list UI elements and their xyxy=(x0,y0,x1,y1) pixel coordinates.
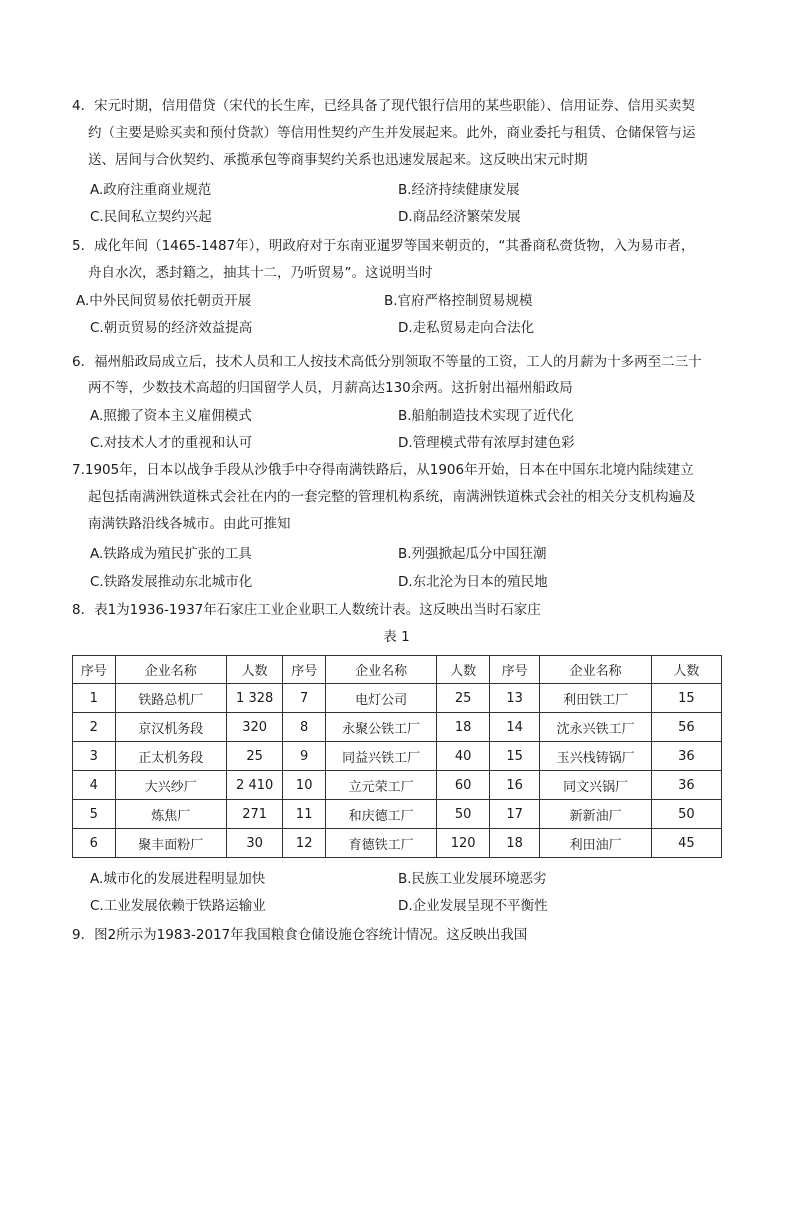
table-cell: 30 xyxy=(226,829,282,858)
table-cell: 2 410 xyxy=(226,771,282,800)
table-cell: 铁路总机厂 xyxy=(115,684,226,713)
header-cell: 企业名称 xyxy=(540,656,651,684)
q4-line-1: 4．宋元时期，信用借贷（宋代的长生库，已经具备了现代银行信用的某些职能）、信用证券、信用买卖契 xyxy=(72,98,695,114)
employee-table xyxy=(72,655,722,858)
q9-line-1: 9．图2所示为1983-2017年我国粮食仓储设施仓容统计情况。这反映出我国 xyxy=(72,927,528,943)
table-cell: 2 xyxy=(73,713,116,742)
table-cell: 40 xyxy=(437,742,490,771)
table-cell: 18 xyxy=(489,829,539,858)
q4-line-2: 约（主要是赊买卖和预付贷款）等信用性契约产生并发展起来。此外，商业委托与租赁、仓储保管与运 xyxy=(88,125,696,141)
q7-option-c: C.铁路发展推动东北城市化 xyxy=(90,574,253,590)
table-cell: 炼焦厂 xyxy=(115,800,226,829)
q6-line-1: 6．福州船政局成立后，技术人员和工人按技术高低分别领取不等量的工资，工人的月薪为十多两至二三十 xyxy=(72,354,702,370)
table-cell: 120 xyxy=(437,829,490,858)
q8-line-1: 8．表1为1936-1937年石家庄工业企业职工人数统计表。这反映出当时石家庄 xyxy=(72,602,541,618)
q4-option-c: C.民间私立契约兴起 xyxy=(90,209,212,225)
q8-option-a: A.城市化的发展进程明显加快 xyxy=(90,871,266,887)
table-cell: 10 xyxy=(283,771,326,800)
header-cell: 人数 xyxy=(226,656,282,684)
table-cell: 50 xyxy=(651,800,721,829)
table-row xyxy=(73,829,722,858)
table-cell: 京汉机务段 xyxy=(115,713,226,742)
q6-line-2: 两不等，少数技术高超的归国留学人员，月薪高达130余两。这折射出福州船政局 xyxy=(88,380,573,396)
table-cell: 8 xyxy=(283,713,326,742)
table-cell: 25 xyxy=(437,684,490,713)
table-cell: 15 xyxy=(651,684,721,713)
table-cell: 14 xyxy=(489,713,539,742)
table-cell: 1 328 xyxy=(226,684,282,713)
table-cell: 电灯公司 xyxy=(325,684,436,713)
q8-option-d: D.企业发展呈现不平衡性 xyxy=(398,898,548,914)
table-row xyxy=(73,713,722,742)
table-cell: 育德铁工厂 xyxy=(325,829,436,858)
table-cell: 正太机务段 xyxy=(115,742,226,771)
q4-line-3: 送、居间与合伙契约、承揽承包等商事契约关系也迅速发展起来。这反映出宋元时期 xyxy=(88,152,588,168)
table-cell: 60 xyxy=(437,771,490,800)
table-cell: 3 xyxy=(73,742,116,771)
table-row xyxy=(73,684,722,713)
q7-option-a: A.铁路成为殖民扩张的工具 xyxy=(90,546,252,562)
table-cell: 和庆德工厂 xyxy=(325,800,436,829)
table-cell: 17 xyxy=(489,800,539,829)
table-cell: 新新油厂 xyxy=(540,800,651,829)
q8-option-c: C.工业发展依赖于铁路运输业 xyxy=(90,898,266,914)
q7-option-b: B.列强掀起瓜分中国狂潮 xyxy=(398,546,547,562)
table-cell: 15 xyxy=(489,742,539,771)
table-cell: 永聚公铁工厂 xyxy=(325,713,436,742)
table-cell: 45 xyxy=(651,829,721,858)
table-cell: 沈永兴铁工厂 xyxy=(540,713,651,742)
table-cell: 320 xyxy=(226,713,282,742)
header-cell: 人数 xyxy=(651,656,721,684)
table-cell: 25 xyxy=(226,742,282,771)
table-caption: 表 1 xyxy=(383,629,410,645)
q7-line-2: 起包括南满洲铁道株式会社在内的一套完整的管理机构系统，南满洲铁道株式会社的相关分支机构遍及 xyxy=(88,489,696,505)
q7-line-1: 7.1905年，日本以战争手段从沙俄手中夺得南满铁路后，从1906年开始，日本在中国东北境内陆续建立 xyxy=(72,462,694,478)
table-cell: 16 xyxy=(489,771,539,800)
table-cell: 7 xyxy=(283,684,326,713)
q8-option-b: B.民族工业发展环境恶劣 xyxy=(398,871,547,887)
q5-line-1: 5．成化年间（1465-1487年），明政府对于东南亚暹罗等国来朝贡的，“其番商私赍货物，入为易市者， xyxy=(72,238,695,254)
header-cell: 企业名称 xyxy=(325,656,436,684)
table-cell: 11 xyxy=(283,800,326,829)
header-cell: 序号 xyxy=(489,656,539,684)
q5-option-d: D.走私贸易走向合法化 xyxy=(398,320,535,336)
table-cell: 聚丰面粉厂 xyxy=(115,829,226,858)
q6-option-c: C.对技术人才的重视和认可 xyxy=(90,435,253,451)
header-cell: 人数 xyxy=(437,656,490,684)
table-cell: 5 xyxy=(73,800,116,829)
q5-line-2: 舟自水次，悉封籍之，抽其十二，乃听贸易”。这说明当时 xyxy=(88,265,433,281)
q7-option-d: D.东北沦为日本的殖民地 xyxy=(398,574,548,590)
table-cell: 18 xyxy=(437,713,490,742)
table-header-row xyxy=(73,656,722,684)
table-row xyxy=(73,742,722,771)
q4-option-d: D.商品经济繁荣发展 xyxy=(398,209,521,225)
q5-option-a: A.中外民间贸易依托朝贡开展 xyxy=(76,293,252,309)
table-cell: 利田铁工厂 xyxy=(540,684,651,713)
table-cell: 同文兴锅厂 xyxy=(540,771,651,800)
table-cell: 6 xyxy=(73,829,116,858)
q6-option-d: D.管理模式带有浓厚封建色彩 xyxy=(398,435,575,451)
header-cell: 序号 xyxy=(73,656,116,684)
table-row xyxy=(73,800,722,829)
q5-option-b: B.官府严格控制贸易规模 xyxy=(384,293,533,309)
table-cell: 56 xyxy=(651,713,721,742)
q5-option-c: C.朝贡贸易的经济效益提高 xyxy=(90,320,253,336)
table-cell: 9 xyxy=(283,742,326,771)
table-cell: 271 xyxy=(226,800,282,829)
q7-line-3: 南满铁路沿线各城市。由此可推知 xyxy=(88,516,291,532)
table-cell: 立元荣工厂 xyxy=(325,771,436,800)
table-cell: 玉兴栈铸锅厂 xyxy=(540,742,651,771)
q6-option-b: B.船舶制造技术实现了近代化 xyxy=(398,408,574,424)
table-cell: 大兴纱厂 xyxy=(115,771,226,800)
table-cell: 1 xyxy=(73,684,116,713)
header-cell: 企业名称 xyxy=(115,656,226,684)
q4-option-b: B.经济持续健康发展 xyxy=(398,182,520,198)
table-cell: 36 xyxy=(651,742,721,771)
table-cell: 50 xyxy=(437,800,490,829)
header-cell: 序号 xyxy=(283,656,326,684)
table-cell: 同益兴铁工厂 xyxy=(325,742,436,771)
q6-option-a: A.照搬了资本主义雇佣模式 xyxy=(90,408,252,424)
table-row xyxy=(73,771,722,800)
q4-option-a: A.政府注重商业规范 xyxy=(90,182,212,198)
table-cell: 12 xyxy=(283,829,326,858)
table-cell: 4 xyxy=(73,771,116,800)
table-cell: 36 xyxy=(651,771,721,800)
table-cell: 13 xyxy=(489,684,539,713)
table-cell: 利田油厂 xyxy=(540,829,651,858)
